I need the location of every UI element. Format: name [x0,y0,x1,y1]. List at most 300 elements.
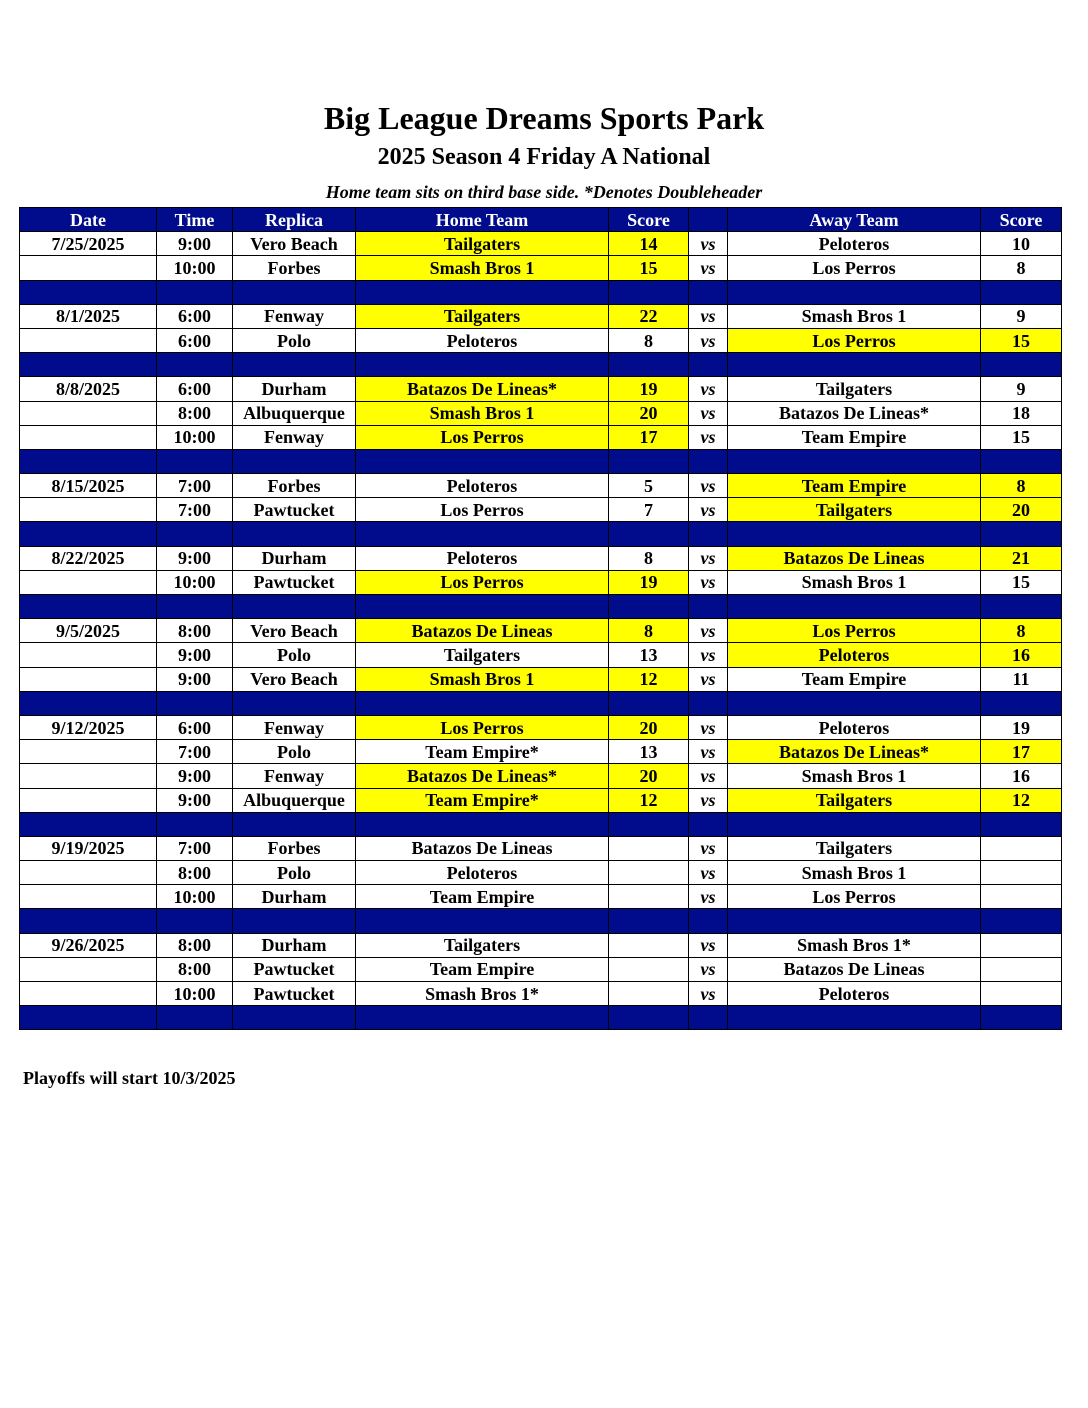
column-header-date: Date [20,208,157,232]
away-score-cell [981,836,1062,860]
time-cell: 10:00 [157,982,233,1006]
separator-cell [20,522,157,546]
vs-cell: vs [689,861,728,885]
home-score-cell: 20 [609,401,689,425]
date-cell [20,861,157,885]
time-cell: 10:00 [157,885,233,909]
game-row [20,304,1062,328]
separator-cell [609,353,689,377]
away-score-cell [981,861,1062,885]
home-score-cell: 22 [609,304,689,328]
time-cell: 9:00 [157,643,233,667]
game-row [20,232,1062,256]
home-score-cell [609,836,689,860]
time-cell: 9:00 [157,232,233,256]
time-cell: 8:00 [157,619,233,643]
page-title: Big League Dreams Sports Park [323,100,765,136]
home-score-cell: 15 [609,256,689,280]
time-cell: 9:00 [157,546,233,570]
separator-cell [157,280,233,304]
away-team-cell: Peloteros [728,643,981,667]
date-cell [20,425,157,449]
home-score-cell: 8 [609,619,689,643]
away-team-cell: Los Perros [728,328,981,352]
vs-cell: vs [689,570,728,594]
replica-cell: Durham [233,933,356,957]
away-score-cell [981,957,1062,981]
away-score-cell: 16 [981,643,1062,667]
away-score-cell [981,933,1062,957]
date-cell: 8/1/2025 [20,304,157,328]
separator-cell [728,449,981,473]
game-row [20,570,1062,594]
separator-cell [609,280,689,304]
away-team-cell: Batazos De Lineas* [728,401,981,425]
home-team-cell: Batazos De Lineas* [356,377,609,401]
vs-cell: vs [689,957,728,981]
separator-cell [20,595,157,619]
home-score-cell: 20 [609,715,689,739]
separator-cell [20,812,157,836]
separator-cell [20,909,157,933]
separator-cell [356,812,609,836]
away-team-cell: Los Perros [728,256,981,280]
separator-cell [233,1006,356,1030]
separator-cell [157,449,233,473]
home-team-cell: Team Empire* [356,740,609,764]
game-row [20,643,1062,667]
home-score-cell [609,885,689,909]
date-cell: 9/19/2025 [20,836,157,860]
away-team-cell: Tailgaters [728,836,981,860]
replica-cell: Fenway [233,425,356,449]
home-team-cell: Smash Bros 1 [356,401,609,425]
season-subtitle: 2025 Season 4 Friday A National [377,144,711,170]
table-header-row [20,208,1062,232]
separator-cell [233,812,356,836]
replica-cell: Pawtucket [233,957,356,981]
date-cell: 8/22/2025 [20,546,157,570]
replica-cell: Vero Beach [233,232,356,256]
date-cell: 9/26/2025 [20,933,157,957]
week-separator-row [20,909,1062,933]
separator-cell [981,909,1062,933]
separator-cell [356,280,609,304]
separator-cell [233,691,356,715]
separator-cell [356,1006,609,1030]
schedule-note: Home team sits on third base side. *Denotes Doubleheader [325,182,763,202]
away-score-cell: 19 [981,715,1062,739]
vs-cell: vs [689,304,728,328]
away-team-cell: Team Empire [728,474,981,498]
away-team-cell: Smash Bros 1* [728,933,981,957]
away-team-cell: Tailgaters [728,377,981,401]
replica-cell: Polo [233,740,356,764]
home-score-cell: 7 [609,498,689,522]
home-team-cell: Batazos De Lineas* [356,764,609,788]
away-score-cell: 8 [981,256,1062,280]
home-team-cell: Batazos De Lineas [356,836,609,860]
home-score-cell: 8 [609,328,689,352]
separator-cell [20,353,157,377]
vs-cell: vs [689,232,728,256]
vs-cell: vs [689,546,728,570]
vs-cell: vs [689,377,728,401]
away-team-cell: Smash Bros 1 [728,861,981,885]
home-score-cell: 19 [609,570,689,594]
playoffs-note: Playoffs will start 10/3/2025 [23,1068,236,1088]
replica-cell: Pawtucket [233,982,356,1006]
replica-cell: Albuquerque [233,788,356,812]
separator-cell [728,1006,981,1030]
away-team-cell: Smash Bros 1 [728,570,981,594]
separator-cell [157,812,233,836]
separator-cell [689,353,728,377]
home-score-cell: 5 [609,474,689,498]
game-row [20,933,1062,957]
column-header-away-score: Score [981,208,1062,232]
away-score-cell: 15 [981,425,1062,449]
week-separator-row [20,449,1062,473]
home-score-cell: 12 [609,788,689,812]
date-cell [20,764,157,788]
vs-cell: vs [689,401,728,425]
time-cell: 6:00 [157,715,233,739]
schedule-table [19,207,1062,1030]
time-cell: 8:00 [157,933,233,957]
vs-cell: vs [689,256,728,280]
week-separator-row [20,522,1062,546]
separator-cell [609,595,689,619]
home-score-cell: 14 [609,232,689,256]
away-team-cell: Smash Bros 1 [728,304,981,328]
week-separator-row [20,812,1062,836]
home-score-cell: 8 [609,546,689,570]
game-row [20,474,1062,498]
home-score-cell [609,861,689,885]
home-team-cell: Los Perros [356,425,609,449]
separator-cell [356,909,609,933]
separator-cell [157,522,233,546]
week-separator-row [20,353,1062,377]
home-team-cell: Smash Bros 1 [356,256,609,280]
time-cell: 6:00 [157,304,233,328]
away-team-cell: Peloteros [728,982,981,1006]
date-cell [20,643,157,667]
game-row [20,546,1062,570]
home-team-cell: Peloteros [356,474,609,498]
date-cell: 8/8/2025 [20,377,157,401]
week-separator-row [20,1006,1062,1030]
away-score-cell: 9 [981,377,1062,401]
home-team-cell: Team Empire [356,957,609,981]
game-row [20,256,1062,280]
game-row [20,498,1062,522]
replica-cell: Polo [233,861,356,885]
separator-cell [356,353,609,377]
home-team-cell: Smash Bros 1* [356,982,609,1006]
separator-cell [157,353,233,377]
away-team-cell: Los Perros [728,619,981,643]
game-row [20,715,1062,739]
home-score-cell: 19 [609,377,689,401]
game-row [20,328,1062,352]
home-team-cell: Peloteros [356,861,609,885]
vs-cell: vs [689,667,728,691]
away-score-cell: 21 [981,546,1062,570]
vs-cell: vs [689,425,728,449]
replica-cell: Fenway [233,304,356,328]
vs-cell: vs [689,619,728,643]
separator-cell [356,595,609,619]
separator-cell [981,691,1062,715]
home-team-cell: Tailgaters [356,643,609,667]
separator-cell [609,522,689,546]
separator-cell [157,691,233,715]
week-separator-row [20,691,1062,715]
away-team-cell: Batazos De Lineas* [728,740,981,764]
separator-cell [233,449,356,473]
replica-cell: Polo [233,328,356,352]
away-score-cell: 11 [981,667,1062,691]
separator-cell [157,1006,233,1030]
column-header-home-team: Home Team [356,208,609,232]
date-cell [20,498,157,522]
replica-cell: Vero Beach [233,667,356,691]
away-team-cell: Tailgaters [728,498,981,522]
home-score-cell [609,957,689,981]
separator-cell [233,909,356,933]
time-cell: 9:00 [157,667,233,691]
game-row [20,861,1062,885]
home-score-cell [609,982,689,1006]
home-team-cell: Tailgaters [356,232,609,256]
time-cell: 8:00 [157,861,233,885]
separator-cell [609,812,689,836]
separator-cell [233,280,356,304]
separator-cell [728,522,981,546]
separator-cell [728,691,981,715]
replica-cell: Durham [233,377,356,401]
separator-cell [20,280,157,304]
game-row [20,885,1062,909]
date-cell [20,957,157,981]
time-cell: 8:00 [157,401,233,425]
date-cell [20,570,157,594]
time-cell: 9:00 [157,764,233,788]
separator-cell [981,280,1062,304]
week-separator-row [20,595,1062,619]
time-cell: 8:00 [157,957,233,981]
separator-cell [356,522,609,546]
home-team-cell: Los Perros [356,715,609,739]
replica-cell: Durham [233,546,356,570]
away-team-cell: Peloteros [728,715,981,739]
separator-cell [157,595,233,619]
separator-cell [609,1006,689,1030]
time-cell: 6:00 [157,328,233,352]
away-team-cell: Batazos De Lineas [728,546,981,570]
home-team-cell: Peloteros [356,546,609,570]
home-score-cell: 13 [609,740,689,764]
replica-cell: Forbes [233,474,356,498]
away-score-cell: 17 [981,740,1062,764]
separator-cell [609,909,689,933]
home-score-cell: 20 [609,764,689,788]
away-score-cell: 18 [981,401,1062,425]
separator-cell [728,595,981,619]
separator-cell [689,1006,728,1030]
game-row [20,401,1062,425]
separator-cell [981,595,1062,619]
away-score-cell: 9 [981,304,1062,328]
replica-cell: Polo [233,643,356,667]
date-cell [20,328,157,352]
away-team-cell: Tailgaters [728,788,981,812]
separator-cell [689,595,728,619]
separator-cell [20,1006,157,1030]
date-cell [20,788,157,812]
date-cell [20,885,157,909]
separator-cell [157,909,233,933]
vs-cell: vs [689,788,728,812]
separator-cell [609,449,689,473]
away-team-cell: Batazos De Lineas [728,957,981,981]
home-score-cell: 12 [609,667,689,691]
separator-cell [233,353,356,377]
separator-cell [981,353,1062,377]
vs-cell: vs [689,328,728,352]
away-team-cell: Los Perros [728,885,981,909]
away-score-cell: 10 [981,232,1062,256]
home-team-cell: Peloteros [356,328,609,352]
time-cell: 10:00 [157,570,233,594]
time-cell: 6:00 [157,377,233,401]
separator-cell [728,909,981,933]
schedule-body [20,232,1062,1030]
time-cell: 10:00 [157,425,233,449]
away-score-cell: 8 [981,474,1062,498]
separator-cell [20,449,157,473]
replica-cell: Pawtucket [233,570,356,594]
away-score-cell [981,982,1062,1006]
home-team-cell: Tailgaters [356,933,609,957]
home-score-cell: 13 [609,643,689,667]
replica-cell: Fenway [233,764,356,788]
separator-cell [981,812,1062,836]
time-cell: 9:00 [157,788,233,812]
vs-cell: vs [689,933,728,957]
game-row [20,957,1062,981]
date-cell [20,740,157,764]
home-team-cell: Team Empire [356,885,609,909]
date-cell [20,401,157,425]
date-cell: 7/25/2025 [20,232,157,256]
time-cell: 7:00 [157,836,233,860]
column-header-home-score: Score [609,208,689,232]
date-cell: 9/12/2025 [20,715,157,739]
replica-cell: Durham [233,885,356,909]
game-row [20,788,1062,812]
replica-cell: Forbes [233,256,356,280]
home-team-cell: Tailgaters [356,304,609,328]
column-header-time: Time [157,208,233,232]
separator-cell [689,522,728,546]
separator-cell [728,353,981,377]
column-header-away-team: Away Team [728,208,981,232]
away-score-cell: 20 [981,498,1062,522]
game-row [20,667,1062,691]
away-team-cell: Peloteros [728,232,981,256]
home-team-cell: Batazos De Lineas [356,619,609,643]
game-row [20,982,1062,1006]
replica-cell: Pawtucket [233,498,356,522]
away-score-cell: 8 [981,619,1062,643]
away-score-cell: 16 [981,764,1062,788]
vs-cell: vs [689,885,728,909]
away-score-cell: 15 [981,328,1062,352]
date-cell [20,256,157,280]
separator-cell [689,280,728,304]
date-cell [20,982,157,1006]
separator-cell [981,449,1062,473]
separator-cell [20,691,157,715]
replica-cell: Albuquerque [233,401,356,425]
date-cell: 8/15/2025 [20,474,157,498]
week-separator-row [20,280,1062,304]
home-team-cell: Smash Bros 1 [356,667,609,691]
game-row [20,740,1062,764]
home-team-cell: Team Empire* [356,788,609,812]
separator-cell [981,1006,1062,1030]
vs-cell: vs [689,764,728,788]
away-team-cell: Team Empire [728,425,981,449]
separator-cell [689,812,728,836]
date-cell [20,667,157,691]
date-cell: 9/5/2025 [20,619,157,643]
time-cell: 7:00 [157,474,233,498]
game-row [20,619,1062,643]
vs-cell: vs [689,498,728,522]
away-team-cell: Team Empire [728,667,981,691]
home-team-cell: Los Perros [356,498,609,522]
home-score-cell [609,933,689,957]
game-row [20,836,1062,860]
replica-cell: Vero Beach [233,619,356,643]
replica-cell: Fenway [233,715,356,739]
column-header-replica: Replica [233,208,356,232]
game-row [20,764,1062,788]
separator-cell [728,280,981,304]
separator-cell [356,449,609,473]
separator-cell [689,449,728,473]
column-header-vs [689,208,728,232]
away-score-cell [981,885,1062,909]
time-cell: 7:00 [157,740,233,764]
away-score-cell: 12 [981,788,1062,812]
vs-cell: vs [689,982,728,1006]
replica-cell: Forbes [233,836,356,860]
separator-cell [356,691,609,715]
time-cell: 10:00 [157,256,233,280]
separator-cell [233,522,356,546]
separator-cell [689,909,728,933]
home-score-cell: 17 [609,425,689,449]
game-row [20,377,1062,401]
home-team-cell: Los Perros [356,570,609,594]
separator-cell [233,595,356,619]
away-team-cell: Smash Bros 1 [728,764,981,788]
